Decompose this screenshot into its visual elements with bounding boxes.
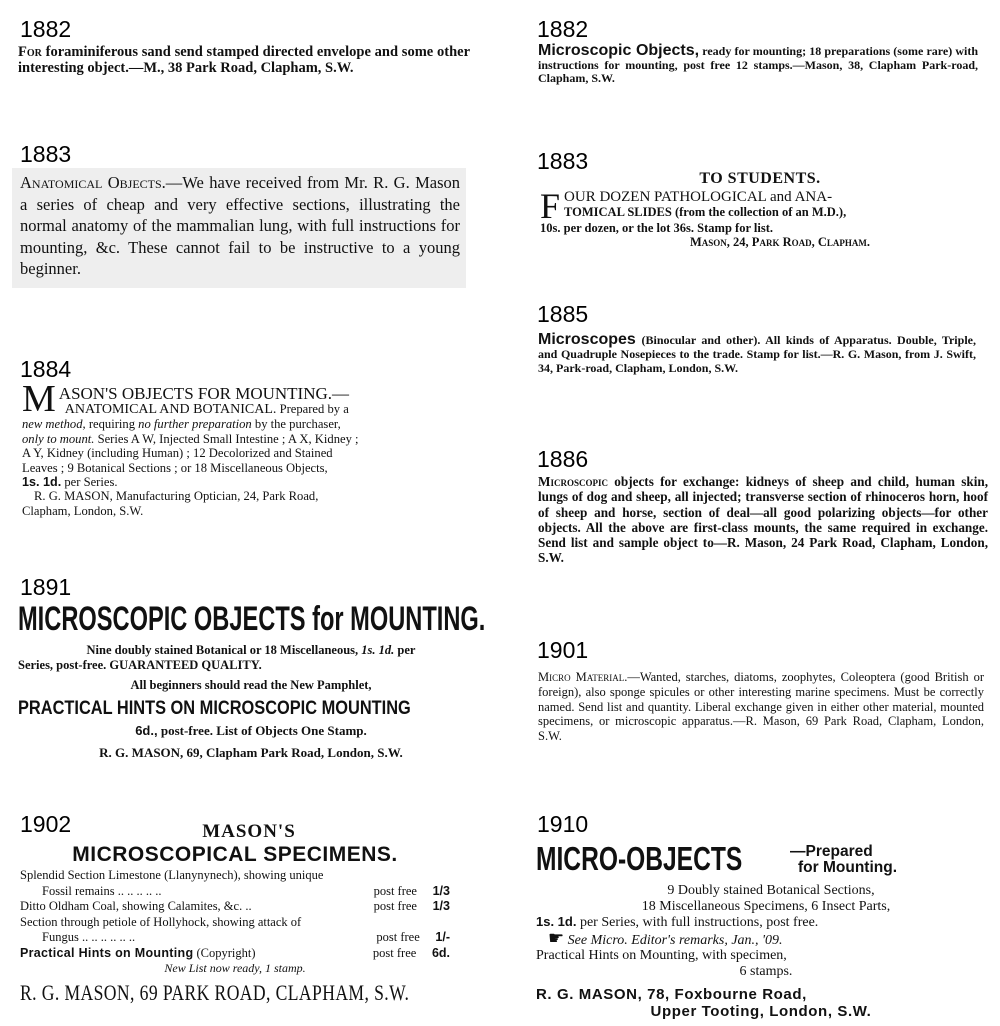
ad-line: Clapham, London, S.W. — [22, 503, 144, 518]
ad-line: Mason, 24, Park Road, Clapham. — [690, 235, 870, 249]
ad-line: 9 Doubly stained Botanical Sections, — [667, 883, 875, 898]
ad-headline: MICROSCOPIC OBJECTS for MOUNTING. — [18, 600, 486, 638]
ad-lead: Micro Material. — [538, 670, 628, 684]
ad-line: per Series, with full instructions, post free. — [579, 915, 819, 930]
ad-line: TOMICAL SLIDES (from the collection of an M.D.), — [564, 205, 847, 219]
ad-line: (Copyright) — [196, 945, 256, 960]
ad-line: 18 Miscellaneous Specimens, 6 Insect Parts, — [641, 898, 891, 914]
ad-line: Section through petiole of Hollyhock, showing attack of — [20, 914, 302, 929]
ad-line: Prepared by a — [279, 402, 349, 416]
drop-cap: F — [540, 186, 561, 226]
year-label-1885: 1885 — [537, 301, 589, 327]
ad-line: per — [397, 643, 416, 657]
ad-headline: Microscopes — [538, 331, 636, 348]
ad-1885 — [538, 333, 976, 375]
ad-line: 6 stamps. — [739, 963, 793, 979]
ad-1882-right — [538, 44, 978, 86]
year-label-1883-right: 1883 — [537, 148, 589, 174]
ad-1882-left — [18, 44, 470, 76]
ad-line: ASON'S OBJECTS FOR MOUNTING.— — [58, 384, 350, 403]
ad-headline-side: —Prepared — [790, 843, 873, 860]
pointing-hand-icon: ☛ — [548, 927, 565, 948]
ad-line: 10s. per dozen, or the lot 36s. Stamp for list. — [540, 221, 773, 235]
ad-line: post free — [372, 945, 417, 960]
year-label-1891: 1891 — [20, 574, 72, 600]
ad-line: Splendid Section Limestone (Llanynynech), showing unique — [20, 868, 324, 882]
ad-line: See Micro. Editor's remarks, Jan., '09. — [567, 932, 783, 948]
year-label-1886: 1886 — [537, 446, 589, 472]
ad-body: objects for exchange: kidneys of sheep and child, human skin, lungs of dog and sheep, all injected; transverse section of rhinoceros horn, hoof of sheep and horse, section of deal—all good polarizing objects—for other objects. All the above are first-class mounts, the same required in exchange. Send list and sample object to—R. Mason, 24 Park Road, Clapham, London, S.W. — [538, 474, 989, 566]
ad-line: Series, post-free. GUARANTEED QUALITY. — [18, 658, 262, 672]
ad-body: ready for mounting; 18 preparations (some rare) with instructions for mounting, post free 12 stamps.—Mason, 38, Clapham Park-road, Clapham, S.W. — [538, 44, 979, 85]
ad-line: ANATOMICAL AND BOTANICAL. — [64, 402, 277, 417]
ad-line: no further preparation — [138, 417, 252, 432]
ad-1884 — [22, 378, 462, 518]
ad-line: post free — [373, 899, 417, 913]
ad-line: Practical Hints on Mounting, with specimen, — [536, 948, 787, 963]
ad-line: Leaves ; 9 Botanical Sections ; or 18 Miscellaneous Objects, — [22, 460, 328, 475]
ad-note: New List now ready, 1 stamp. — [164, 961, 306, 975]
ad-line: A Y, Kidney (including Human) ; 12 Decolorized and Stained — [22, 446, 333, 461]
ad-headline-side: for Mounting. — [798, 859, 897, 876]
ad-subheadline: PRACTICAL HINTS ON MICROSCOPIC MOUNTING — [18, 698, 411, 719]
ad-1910 — [536, 840, 986, 1020]
ad-price: 1s. 1d. — [22, 475, 62, 490]
year-label-1882-left: 1882 — [20, 16, 72, 42]
ad-body: foraminiferous sand send stamped directed envelope and some other interesting object.—M., 38 Park Road, Clapham, S.W. — [18, 44, 471, 76]
ad-1901 — [538, 670, 984, 744]
ad-line: only to mount. — [22, 431, 95, 446]
ad-1883-right — [540, 169, 980, 249]
year-label-1901: 1901 — [537, 637, 589, 663]
ad-heading: MICROSCOPICAL SPECIMENS. — [72, 843, 398, 866]
ad-price: 1/3 — [432, 883, 450, 898]
ad-body: —Wanted, starches, diatoms, zoophytes, Coleoptera (good British or foreign), also sponge spicules or other interesting marine specimens. Must be correctly named. Send list and quantity. Liberal exchange given in either other material, mounted specimens, or microscopic apparatus.—R. Mason, 69 Park Road, Clapham, London, S.W. — [538, 670, 984, 744]
ad-footer: Upper Tooting, London, S.W. — [650, 1003, 872, 1020]
ad-lead: Anatomical Objects. — [20, 173, 166, 192]
ad-headline: Microscopic Objects, — [538, 42, 700, 59]
ad-price: 1s. 1d. — [536, 914, 577, 929]
ad-lead: Microscopic — [538, 474, 608, 489]
year-label-1902: 1902 — [20, 811, 72, 837]
year-label-1883-left: 1883 — [20, 141, 72, 167]
year-label-1884: 1884 — [20, 356, 72, 382]
ad-1886 — [538, 474, 988, 566]
ad-line: requiring — [88, 417, 135, 432]
ad-1883-left — [12, 168, 466, 288]
ad-footer: R. G. MASON, 78, Foxbourne Road, — [536, 986, 807, 1003]
drop-cap: M — [22, 378, 56, 420]
ad-body: (Binocular and other). All kinds of Apparatus. Double, Triple, and Quadruple Nosepieces to the trade. Stamp for list.—R. G. Mason, from J. Swift, 34, Park-road, Clapham, London, S.W. — [538, 333, 976, 375]
ad-1902 — [20, 822, 450, 1009]
ad-line: R. G. MASON, 69, Clapham Park Road, London, S.W. — [99, 745, 403, 760]
ad-line: Ditto Oldham Coal, showing Calamites, &c. .. — [20, 899, 252, 913]
ad-line: post-free. List of Objects One Stamp. — [160, 723, 367, 738]
ad-heading: MASON'S — [202, 821, 296, 842]
ad-price: 1/3 — [432, 899, 450, 913]
ad-price: 6d., — [135, 723, 158, 738]
ad-line: post free — [376, 930, 420, 944]
ad-line: Practical Hints on Mounting — [20, 945, 194, 960]
year-label-1882-right: 1882 — [537, 16, 589, 42]
year-label-1910: 1910 — [537, 811, 589, 837]
ad-line: OUR DOZEN PATHOLOGICAL and ANA- — [564, 189, 833, 205]
ad-headline: MICRO-OBJECTS — [536, 840, 743, 877]
ad-line: R. G. MASON, Manufacturing Optician, 24, Park Road, — [34, 489, 319, 504]
ad-line: post free — [373, 883, 417, 898]
ad-price: 1/- — [435, 930, 450, 944]
ad-lead: For — [18, 44, 42, 60]
ad-body: —We have received from Mr. R. G. Mason a series of cheap and very effective sections, illustrating the normal anatomy of the mammalian lung, with full instructions for mounting, &c. These cannot fail to be instructive to a young beginner. — [20, 173, 461, 278]
ad-line: new method, — [22, 417, 86, 432]
ad-line: Fossil remains .. .. .. .. .. — [42, 883, 162, 898]
ad-footer: R. G. MASON, 69 PARK ROAD, CLAPHAM, S.W. — [20, 980, 410, 1005]
ad-line: Series A W, Injected Small Intestine ; A X, Kidney ; — [97, 431, 359, 446]
ad-line: Fungus .. .. .. .. .. .. — [42, 930, 136, 944]
ad-line: by the purchaser, — [254, 417, 341, 432]
ad-price: 6d. — [431, 945, 450, 960]
ad-line: per Series. — [64, 475, 118, 490]
ad-line: Nine doubly stained Botanical or 18 Miscellaneous, — [86, 643, 359, 657]
ad-1891 — [18, 600, 484, 761]
ad-price: 1s. 1d. — [361, 643, 395, 657]
ad-heading: TO STUDENTS. — [699, 170, 821, 187]
ad-line: All beginners should read the New Pamphlet, — [130, 678, 372, 692]
